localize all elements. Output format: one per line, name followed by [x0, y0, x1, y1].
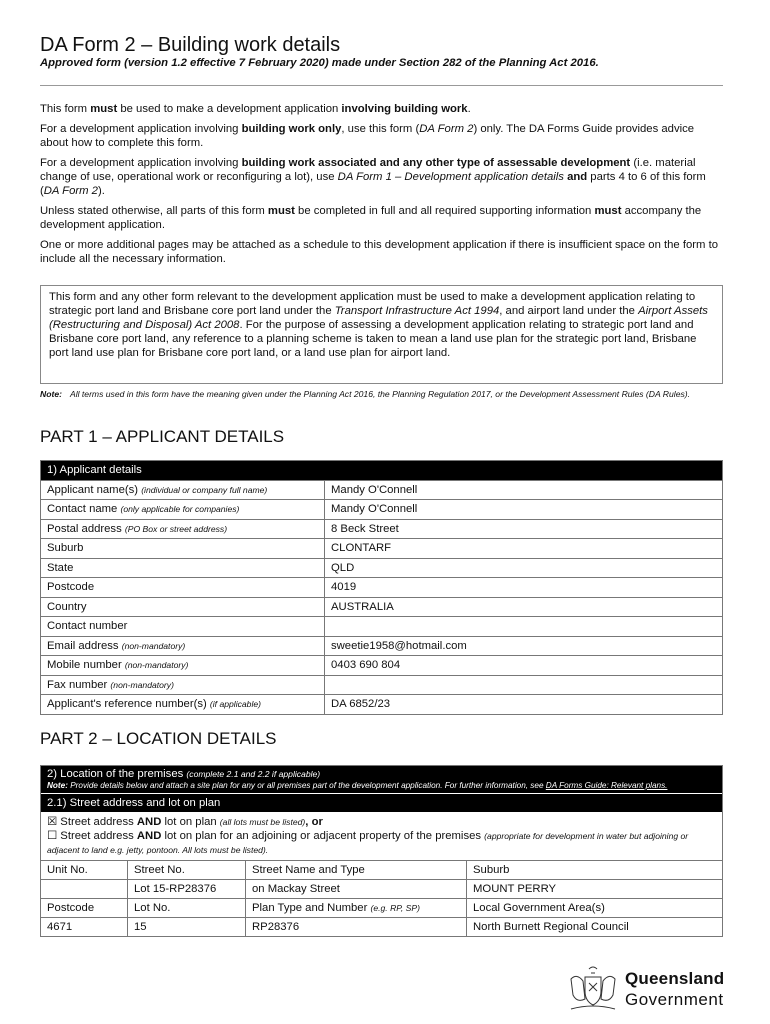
field-value[interactable]: 0403 690 804: [325, 656, 723, 676]
field-value[interactable]: CLONTARF: [325, 539, 723, 559]
intro-paragraph: For a development application involving building work only, use this form (DA Form 2) only. The DA Forms Guide provides advice about how to complete this form.: [40, 123, 695, 149]
grid-row: [41, 880, 722, 899]
field-value[interactable]: 8 Beck Street: [325, 519, 723, 539]
checkbox-checked[interactable]: ☒: [47, 816, 58, 828]
field-value[interactable]: sweetie1958@hotmail.com: [325, 636, 723, 656]
applicant-row: [41, 597, 723, 617]
field-value[interactable]: [325, 675, 723, 695]
street-no-field[interactable]: Lot 15-RP28376: [128, 880, 246, 899]
field-value[interactable]: 4019: [325, 578, 723, 598]
address-options: [41, 812, 722, 860]
unit-no-field[interactable]: [41, 880, 128, 899]
plan-type-field[interactable]: RP28376: [246, 918, 467, 937]
intro-paragraph: For a development application involving building work associated and any other type of assessable development (i.e. material change of use, operational work or reconfiguring a lot), use DA Form 1 – Development application details and parts 4 to 6 of this form (DA Form 2).: [40, 157, 706, 197]
lga-field[interactable]: North Burnett Regional Council: [467, 918, 723, 937]
field-value[interactable]: DA 6852/23: [325, 695, 723, 715]
lot-no-field[interactable]: 15: [128, 918, 246, 937]
field-label: Contact number: [41, 617, 325, 637]
part2-heading: PART 2 – LOCATION DETAILS: [40, 729, 277, 748]
field-value[interactable]: Mandy O'Connell: [325, 480, 723, 500]
field-label: Mobile number (non-mandatory): [41, 656, 325, 676]
field-label: Applicant name(s) (individual or company full name): [41, 480, 325, 500]
grid-header-row: Unit No. Street No. Street Name and Type Suburb: [41, 861, 722, 880]
field-label: Contact name (only applicable for companies): [41, 500, 325, 520]
field-label: State: [41, 558, 325, 578]
field-label: Fax number (non-mandatory): [41, 675, 325, 695]
coat-of-arms-icon: [565, 963, 621, 1015]
applicant-row: [41, 539, 723, 559]
logo-line2: Government: [625, 990, 724, 1009]
location-section: [40, 765, 723, 937]
option-street-lot[interactable]: ☒ Street address AND lot on plan (all lots must be listed), or: [47, 816, 323, 828]
grid-header-row: Postcode Lot No. Plan Type and Number (e.g. RP, SP) Local Government Area(s): [41, 899, 722, 918]
field-value[interactable]: [325, 617, 723, 637]
grid-row: [41, 918, 722, 937]
intro-paragraph: This form must be used to make a development application involving building work.: [40, 103, 471, 115]
field-label: Postcode: [41, 578, 325, 598]
street-name-field[interactable]: on Mackay Street: [246, 880, 467, 899]
intro-text: [40, 102, 723, 272]
field-value[interactable]: QLD: [325, 558, 723, 578]
note-label: Note:: [40, 389, 62, 399]
location-note: Note: Provide details below and attach a site plan for any or all premises part of the development application. For further information, see DA Forms Guide: Relevant plans.: [47, 781, 668, 790]
applicant-row: [41, 675, 723, 695]
queensland-government-logo: [565, 963, 735, 1015]
location-header: 2) Location of the premises (complete 2.1 and 2.2 if applicable) Note: Provide details below and attach a site plan for any or all premises part of the development application. For further information, see DA Forms Guide: Relevant plans.: [41, 766, 722, 793]
intro-paragraph: One or more additional pages may be attached as a schedule to this development application if there is insufficient space on the form to include all the necessary information.: [40, 239, 719, 265]
field-label: Postal address (PO Box or street address): [41, 519, 325, 539]
checkbox-unchecked[interactable]: ☐: [47, 830, 58, 842]
table-header: 1) Applicant details: [41, 461, 723, 481]
applicant-row: [41, 636, 723, 656]
field-value[interactable]: Mandy O'Connell: [325, 500, 723, 520]
applicant-row: [41, 500, 723, 520]
terms-note: [40, 389, 723, 400]
applicant-row: [41, 519, 723, 539]
field-label: Suburb: [41, 539, 325, 559]
page-title: DA Form 2 – Building work details: [40, 34, 341, 56]
applicant-details-table: [40, 460, 723, 715]
logo-line1: Queensland: [625, 969, 725, 988]
page-subtitle: Approved form (version 1.2 effective 7 February 2020) made under Section 282 of the Planning Act 2016.: [40, 57, 599, 69]
field-label: Country: [41, 597, 325, 617]
divider: [40, 85, 723, 86]
option-adjoining[interactable]: ☐ Street address AND lot on plan for an adjoining or adjacent property of the premises (appropriate for development in water but adjoining or adjacent to land e.g. jetty, pontoon. All lots must be listed).: [47, 830, 689, 855]
applicant-row: [41, 617, 723, 637]
guide-link[interactable]: DA Forms Guide: Relevant plans.: [545, 781, 668, 790]
port-land-notice: This form and any other form relevant to the development application must be used to make a development application relating to strategic port land and Brisbane core port land under the Transport Infrastructure Act 1994, and airport land under the Airport Assets (Restructuring and Disposal) Act 2008. For the purpose of assessing a development application relating to strategic port land and Brisbane core port land, any reference to a planning scheme is taken to mean a land use plan for the strategic port land, Brisbane port land use plan for Brisbane core port land, or a land use plan for airport land.: [40, 285, 723, 384]
part1-heading: PART 1 – APPLICANT DETAILS: [40, 427, 285, 446]
applicant-row: [41, 656, 723, 676]
address-grid: [41, 860, 722, 936]
postcode-field[interactable]: 4671: [41, 918, 128, 937]
applicant-row: [41, 695, 723, 715]
applicant-row: [41, 480, 723, 500]
field-label: Applicant's reference number(s) (if applicable): [41, 695, 325, 715]
applicant-row: [41, 558, 723, 578]
field-value[interactable]: AUSTRALIA: [325, 597, 723, 617]
applicant-row: [41, 578, 723, 598]
field-label: Email address (non-mandatory): [41, 636, 325, 656]
street-address-subheader: 2.1) Street address and lot on plan: [41, 793, 722, 812]
note-text: All terms used in this form have the meaning given under the Planning Act 2016, the Planning Regulation 2017, or the Development Assessment Rules (DA Rules).: [69, 389, 691, 399]
intro-paragraph: Unless stated otherwise, all parts of this form must be completed in full and all required supporting information must accompany the development application.: [40, 205, 702, 231]
suburb-field[interactable]: MOUNT PERRY: [467, 880, 723, 899]
